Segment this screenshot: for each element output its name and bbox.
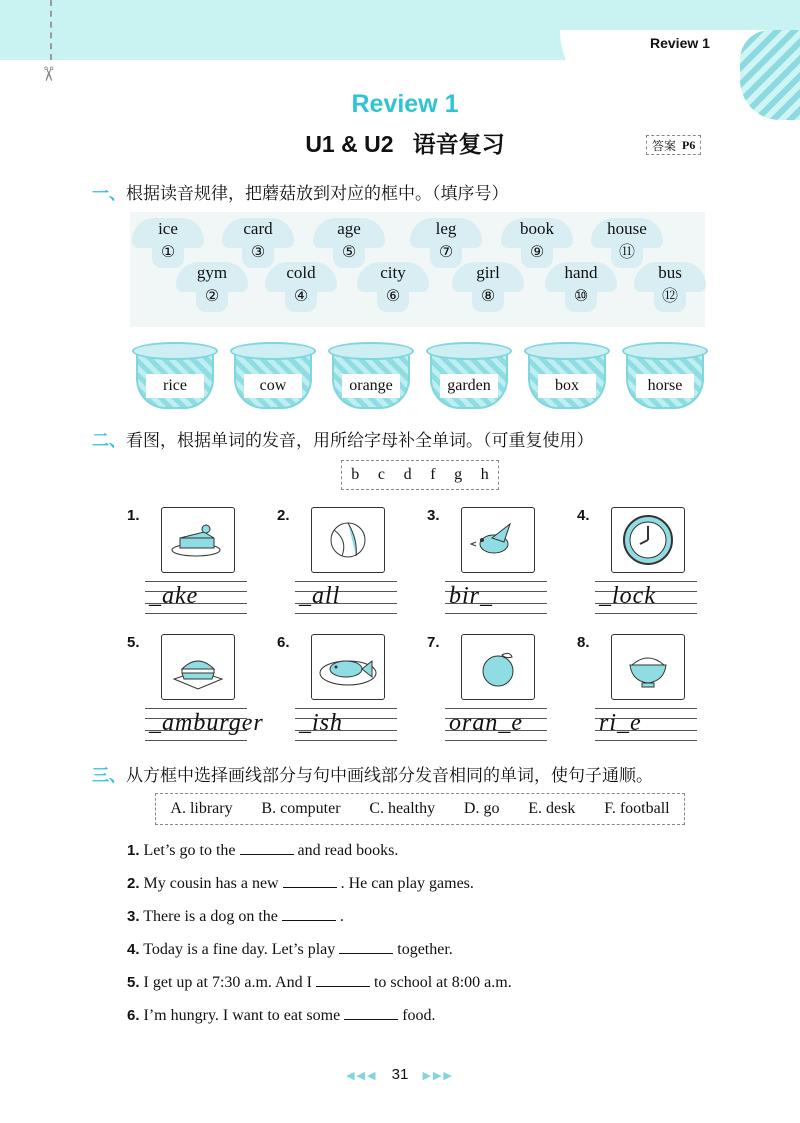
answer-box <box>646 135 701 155</box>
mushroom <box>214 218 302 263</box>
mushroom-word: house <box>607 219 647 238</box>
orange-icon <box>461 634 535 700</box>
sentence <box>127 1005 436 1027</box>
word-to-complete: oran_e <box>449 710 523 736</box>
sentence-end: and read books. <box>297 842 399 859</box>
review-title: Review 1 <box>351 90 459 118</box>
mushroom-number: ② <box>204 286 220 305</box>
clock-icon <box>611 507 685 573</box>
letter: f <box>430 466 436 483</box>
option: D. go <box>463 800 500 817</box>
section3-number: 三、 <box>92 766 126 786</box>
item-number: 3. <box>427 507 440 524</box>
writing-lines <box>295 706 397 744</box>
sentence-end: . He can play games. <box>340 875 474 892</box>
writing-lines <box>145 579 247 617</box>
sentence <box>127 873 474 895</box>
word-item <box>127 507 257 622</box>
sentence-number: 3. <box>127 908 140 925</box>
sentence-start: Let’s go to the <box>143 842 236 859</box>
mushroom-word: cold <box>286 263 316 282</box>
sentence-number: 5. <box>127 974 140 991</box>
writing-lines <box>295 579 397 617</box>
word-item <box>277 634 407 749</box>
sentence <box>127 939 453 961</box>
mushroom-word: book <box>520 219 554 238</box>
word-to-complete: _amburger <box>149 710 264 736</box>
mushroom-number: ⑥ <box>385 286 401 305</box>
basket-label: cow <box>244 374 302 398</box>
sentence-number: 6. <box>127 1007 140 1024</box>
letter: h <box>480 466 489 483</box>
mushroom <box>626 262 714 307</box>
section1-heading <box>92 179 509 204</box>
section2-text: 看图，根据单词的发音，用所给字母补全单词。（可重复使用） <box>126 431 594 451</box>
letter: c <box>377 466 385 483</box>
left-arrows-icon: ◀◀◀ <box>346 1070 378 1082</box>
fish-icon <box>311 634 385 700</box>
section3-text: 从方框中选择画线部分与句中画线部分发音相同的单词，使句子通顺。 <box>126 766 653 786</box>
answer-page: P6 <box>682 137 696 152</box>
section3-heading <box>92 761 653 786</box>
section1-number: 一、 <box>92 184 126 204</box>
letter: b <box>351 466 360 483</box>
writing-lines <box>595 706 697 744</box>
ball-icon <box>311 507 385 573</box>
page-number: 31 <box>391 1066 409 1083</box>
basket <box>524 342 610 412</box>
mushroom-number: ⑩ <box>573 286 589 305</box>
mushroom <box>124 218 212 263</box>
sentence-end: . <box>339 908 344 925</box>
rice-bowl-icon <box>611 634 685 700</box>
section2-number: 二、 <box>92 431 126 451</box>
header-tag: Review 1 <box>650 35 710 51</box>
section1-text: 根据读音规律，把蘑菇放到对应的框中。（填序号） <box>126 184 509 204</box>
word-item <box>427 634 557 749</box>
option: F. football <box>604 800 670 817</box>
answer-blank[interactable] <box>240 841 294 855</box>
sentence <box>127 972 512 994</box>
writing-lines <box>145 706 264 744</box>
sentence <box>127 906 344 928</box>
sentence-start: I’m hungry. I want to eat some <box>143 1007 341 1024</box>
word-item <box>577 634 707 749</box>
mushroom-number: ① <box>160 242 176 261</box>
sentence-number: 4. <box>127 941 140 958</box>
answer-blank[interactable] <box>316 973 370 987</box>
mushroom <box>402 218 490 263</box>
option: B. computer <box>261 800 341 817</box>
mushroom-word: card <box>243 219 273 238</box>
page-footer <box>0 1066 800 1083</box>
writing-lines <box>445 579 547 617</box>
mushroom <box>583 218 671 263</box>
word-to-complete: _lock <box>599 583 656 609</box>
answer-blank[interactable] <box>283 874 337 888</box>
hamburger-icon <box>161 634 235 700</box>
scissors-icon: ✂ <box>36 65 61 83</box>
unit-title: U1 & U2 语音复习 <box>305 131 505 157</box>
item-number: 6. <box>277 634 290 651</box>
section2-heading <box>92 426 594 451</box>
mushroom-word: hand <box>564 263 598 282</box>
word-item <box>127 634 264 749</box>
item-number: 7. <box>427 634 440 651</box>
sentence-end: to school at 8:00 a.m. <box>373 974 512 991</box>
basket <box>426 342 512 412</box>
sentence-start: My cousin has a new <box>143 875 279 892</box>
sentence-number: 1. <box>127 842 140 859</box>
basket <box>230 342 316 412</box>
item-number: 1. <box>127 507 140 524</box>
mushroom-word: age <box>337 219 361 238</box>
mushroom-number: ⑨ <box>529 242 545 261</box>
mushroom <box>168 262 256 307</box>
item-number: 4. <box>577 507 590 524</box>
writing-lines <box>595 579 697 617</box>
sentence-start: Today is a fine day. Let’s play <box>143 941 336 958</box>
answer-blank[interactable] <box>282 907 336 921</box>
option: E. desk <box>528 800 576 817</box>
mushroom-number: ⑦ <box>438 242 454 261</box>
word-to-complete: bir_ <box>449 583 494 609</box>
mushroom <box>537 262 625 307</box>
mushroom-word: bus <box>658 263 682 282</box>
sentence <box>127 840 398 862</box>
mushroom-number: ④ <box>293 286 309 305</box>
writing-lines <box>445 706 547 744</box>
answer-blank[interactable] <box>339 940 393 954</box>
basket <box>132 342 218 412</box>
mushroom-number: ⑫ <box>661 286 678 305</box>
sentence-end: together. <box>397 941 453 958</box>
mushroom <box>349 262 437 307</box>
mushroom-word: city <box>380 263 406 282</box>
word-item <box>577 507 707 622</box>
word-to-complete: _ake <box>149 583 199 609</box>
mushroom-word: leg <box>435 219 457 238</box>
word-to-complete: ri_e <box>599 710 642 736</box>
basket <box>328 342 414 412</box>
letter: g <box>454 466 463 483</box>
mushroom-number: ③ <box>250 242 266 261</box>
mushroom-word: girl <box>476 263 500 282</box>
cut-line <box>50 0 52 60</box>
sentence-number: 2. <box>127 875 140 892</box>
mushroom-number: ⑪ <box>618 242 635 261</box>
word-item <box>277 507 407 622</box>
option: A. library <box>170 800 233 817</box>
mushroom <box>444 262 532 307</box>
cake-icon <box>161 507 235 573</box>
sentence-end: food. <box>402 1007 436 1024</box>
item-number: 5. <box>127 634 140 651</box>
answer-label: 答案 <box>652 138 677 153</box>
answer-blank[interactable] <box>344 1006 398 1020</box>
basket-label: garden <box>440 374 498 398</box>
word-item <box>427 507 557 622</box>
item-number: 2. <box>277 507 290 524</box>
mushroom <box>305 218 393 263</box>
basket-label: box <box>538 374 596 398</box>
basket <box>622 342 708 412</box>
item-number: 8. <box>577 634 590 651</box>
word-to-complete: _all <box>299 583 341 609</box>
mushroom-area <box>130 212 705 327</box>
option: C. healthy <box>369 800 436 817</box>
mushroom-number: ⑧ <box>480 286 496 305</box>
basket-label: orange <box>342 374 400 398</box>
mushroom-number: ⑤ <box>341 242 357 261</box>
basket-label: rice <box>146 374 204 398</box>
right-arrows-icon: ▶▶▶ <box>422 1070 454 1082</box>
sentence-start: I get up at 7:30 a.m. And I <box>143 974 312 991</box>
mushroom-word: gym <box>196 263 228 282</box>
mushroom <box>493 218 581 263</box>
letter-box <box>341 460 499 490</box>
mushroom <box>257 262 345 307</box>
sentence-start: There is a dog on the <box>143 908 278 925</box>
options-box <box>155 793 685 825</box>
basket-label: horse <box>636 374 694 398</box>
letter: d <box>403 466 412 483</box>
bird-icon <box>461 507 535 573</box>
mushroom-word: ice <box>158 219 178 238</box>
word-to-complete: _ish <box>299 710 344 736</box>
